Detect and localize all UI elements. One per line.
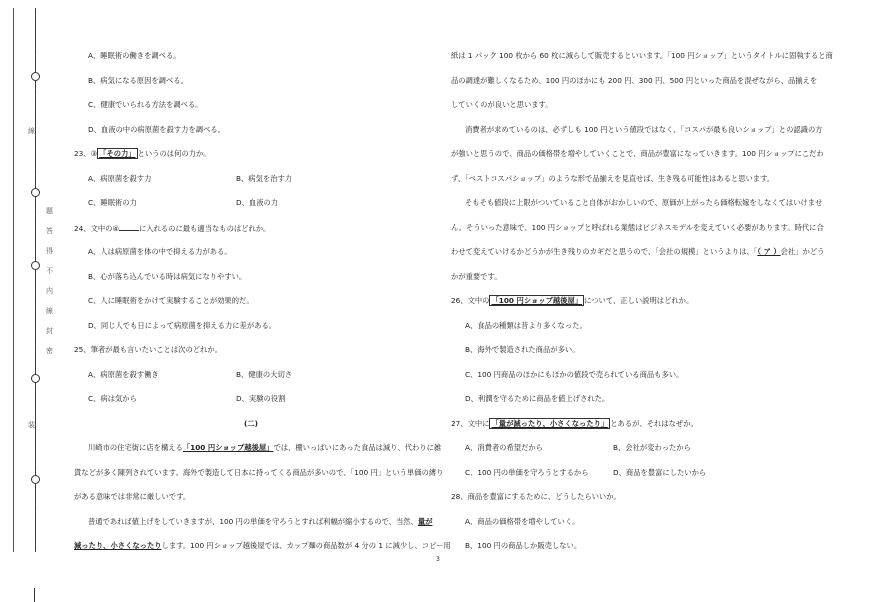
q27-emphasis: 「量が減ったり、小さくなったり」 [491, 419, 609, 428]
q25-option-b: B、健康の大切さ [236, 370, 293, 379]
q24-option-d: D、同じ人でも日によって病原菌を抑える力に差がある。 [88, 321, 277, 330]
blank-a-emphasis: （ ア ） [757, 247, 781, 256]
passage-text: 川崎市の住宅街に店を構える [88, 443, 183, 452]
binding-line [35, 8, 36, 552]
passage-line: が強いと思うので、商品の価格帯を増やしていくことで、商品が豊富になっていきます。100 円ショップにこだわ [451, 149, 824, 158]
passage-line [74, 542, 451, 549]
q24-blank [119, 224, 139, 231]
q23-rest: というのは何の力か。 [137, 149, 211, 158]
q23-emphasis: 「その力」 [99, 149, 136, 158]
q28-option-b: B、100 円の商品しか販売しない。 [465, 541, 582, 550]
passage-line: かが重要です。 [451, 272, 502, 281]
passage-line [88, 444, 441, 451]
binding-margin [0, 0, 60, 602]
page-number: 3 [436, 556, 440, 563]
passage-text: 会社」かどう [780, 247, 825, 256]
q22-option-b: B、病気になる原因を調べる。 [88, 76, 188, 85]
q24-option-c: C、人に睡眠術をかけて実験することが効果的だ。 [88, 296, 254, 305]
q27-post: とあるが、それはなぜか。 [610, 419, 698, 428]
q23-num: 23、③ [74, 149, 98, 158]
q24-pre: 24、文中の④ [74, 224, 120, 233]
binding-char: 答 [46, 227, 53, 235]
passage-line: がある意味では非常に厳しいです。 [74, 492, 191, 501]
q26-option-b: B、海外で製造された商品が多い。 [465, 345, 580, 354]
passage-line: 消費者が求めているのは、必ずしも 100 円という値段ではなく、「コスパが最も良いショップ」との認識の方 [465, 125, 823, 134]
passage-line [88, 518, 432, 525]
binding-char: 線 [46, 307, 53, 315]
q26-stem [451, 297, 693, 304]
binding-char: 装 [28, 421, 35, 429]
passage-line: ず、「ベストコスパショップ」のような形で品揃えを見直せば、生き残る可能性はあると思います。 [451, 174, 775, 183]
passage-line: 品の調達が難しくなるため、100 円のほかにも 200 円、300 円、500 円といった商品を混ぜながら、品揃えを [451, 76, 818, 85]
q26-post: について、正しい説明はどれか。 [584, 296, 694, 305]
binding-char: 得 [46, 247, 53, 255]
q25-option-a: A、病原菌を殺す働き [88, 370, 159, 379]
passage-line: ん。そういった意味で、100 円ショップと呼ばれる業態はビジネスモデルを変えていく必要があります。時代に合 [451, 223, 824, 232]
q28-stem: 28、商品を豊富にするために、どうしたらいいか。 [451, 492, 621, 501]
q25-stem: 25、筆者が最も言いたいことは次のどれか。 [74, 345, 222, 354]
q26-pre: 26、文中の [451, 296, 490, 305]
q23-stem [74, 150, 211, 157]
passage-line: していくのが良いと思います。 [451, 100, 553, 109]
binding-char: 線 [28, 127, 35, 135]
passage-line: そもそも値段に上限がついていること自体がおかしいので、原価が上がったら価格転嫁をしなくてはいけませ [465, 198, 823, 207]
binding-char: 封 [46, 327, 53, 335]
binding-tick [34, 588, 35, 602]
q23-option-a: A、病原菌を殺す力 [88, 174, 152, 183]
section-heading: (二) [244, 419, 258, 428]
binding-circle [31, 261, 40, 270]
q25-option-c: C、病は気から [88, 394, 137, 403]
quantity-emphasis: 量が [417, 517, 433, 526]
q25-option-d: D、実験の役割 [236, 394, 286, 403]
shop-name-emphasis: 「100 円ショップ越後屋」 [182, 443, 274, 452]
binding-char: 内 [46, 287, 53, 295]
q22-option-d: D、血液の中の病原菌を殺す力を調べる。 [88, 125, 225, 134]
binding-char: 不 [46, 267, 53, 275]
binding-line-solid [13, 8, 14, 552]
q27-pre: 27、文中に [451, 419, 490, 428]
binding-circle [31, 188, 40, 197]
q22-option-c: C、健康でいられる方法を調べる。 [88, 100, 203, 109]
q28-option-a: A、商品の価格帯を増やしていく。 [465, 517, 580, 526]
passage-text: わせて変えていけるかどうかが生き残りのカギだと思うので、「会社の規模」というよりは、「 [451, 247, 758, 256]
q24-stem [74, 224, 270, 232]
q24-post: に入れるのに最も適当なものはどれか。 [139, 224, 271, 233]
passage-text: します。100 円ショップ越後屋では、カップ麺の商品数が 4 分の 1 に減少し、コピー用 [161, 541, 451, 550]
q26-option-d: D、利潤を守るために商品を値上げされた。 [465, 394, 610, 403]
passage-text: では、棚いっぱいにあった食品は減り、代わりに雑 [273, 443, 442, 452]
q23-option-c: C、睡眠術の力 [88, 198, 137, 207]
q27-option-c: C、100 円の単価を守ろうとするから [465, 468, 589, 477]
quantity-emphasis: 減ったり、小さくなったり [74, 541, 162, 550]
q24-option-b: B、心が落ち込んでいる時は病気になりやすい。 [88, 272, 247, 281]
q26-emphasis: 「100 円ショップ越後屋」 [491, 296, 583, 305]
binding-char: 題 [46, 207, 53, 215]
passage-text: 普通であれば値上げをしていきますが、100 円の単価を守ろうとすれば利幅が縮小するので、当然、 [88, 517, 418, 526]
binding-char: 密 [46, 347, 53, 355]
q27-option-b: B、会社が変わったから [613, 443, 691, 452]
binding-circle [31, 72, 40, 81]
q26-option-a: A、食品の種類は昔より多くなった。 [465, 321, 587, 330]
q24-option-a: A、人は病原菌を体の中で抑える力がある。 [88, 247, 232, 256]
q27-stem [451, 420, 698, 427]
q27-option-d: D、商品を豊富にしたいから [613, 468, 707, 477]
passage-line: 紙は 1 パック 100 枚から 60 枚に減らして販売するといいます。「100 円ショップ」というタイトルに固執すると商 [451, 51, 833, 60]
q23-option-d: D、血液の力 [236, 198, 279, 207]
binding-circle [31, 475, 40, 484]
q22-option-a: A、睡眠術の働きを調べる。 [88, 51, 181, 60]
passage-line: 貨などが多く陳列されています。海外で製造して日本に持ってくる商品が多いので、「100 円」という単価の縛り [74, 468, 444, 477]
q26-option-c: C、100 円商品のほかにもほかの値段で売られている商品も多い。 [465, 370, 684, 379]
binding-circle [31, 374, 40, 383]
q27-option-a: A、消費者の希望だから [465, 443, 543, 452]
passage-line [451, 248, 824, 255]
q23-option-b: B、病気を治す力 [236, 174, 293, 183]
